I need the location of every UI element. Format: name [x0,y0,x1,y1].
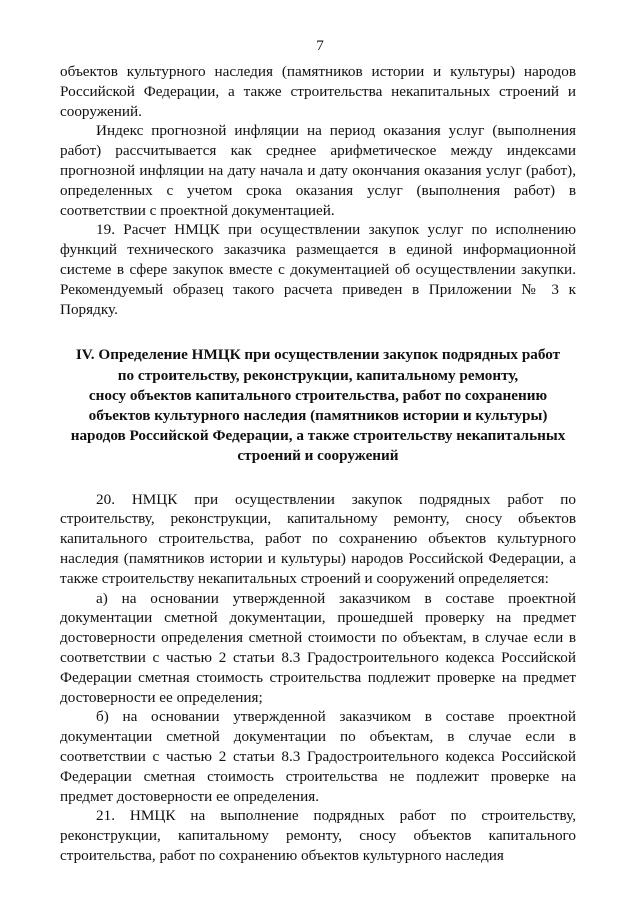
heading-line: народов Российской Федерации, а также строительству некапитальных [70,427,566,445]
paragraph-20b: б) на основании утвержденной заказчиком в составе проектной документации сметной документации по объектам, в случае если в соответствии с частью 2 статьи 8.3 Градостроительного кодекса Российской Федерации сметная стоимость строительства не подлежит проверке на предмет достоверности ее определения. [60,708,576,805]
heading-line: объектов культурного наследия (памятников истории и культуры) [88,406,548,424]
heading-line: строений и сооружений [237,447,399,465]
section-heading [60,345,576,466]
paragraph-20: 20. НМЦК при осуществлении закупок подрядных работ по строительству, реконструкции, капитальному ремонту, сносу объектов капитального строительства, работ по сохранению объектов культурного наследия (памятников истории и культуры) народов Российской Федерации, а также строительству некапитальных строений и сооружений определяется: [60,490,576,587]
paragraph-21: 21. НМЦК на выполнение подрядных работ по строительству, реконструкции, капитальному ремонту, сносу объектов капитального строительства, работ по сохранению объектов культурного наследия [60,807,576,864]
heading-line: IV. Определение НМЦК при осуществлении закупок подрядных работ [75,346,561,364]
heading-line: сносу объектов капитального строительства, работ по сохранению [88,386,548,404]
page-number: 7 [316,37,324,54]
document-body [60,62,576,866]
paragraph-19: 19. Расчет НМЦК при осуществлении закупок услуг по исполнению функций технического заказчика размещается в единой информационной системе в сфере закупок вместе с документацией об осуществлении закупки. Рекомендуемый образец такого расчета приведен в Приложении № 3 к Порядку. [60,221,576,318]
paragraph-inflation-index: Индекс прогнозной инфляции на период оказания услуг (выполнения работ) рассчитывается как среднее арифметическое между индексами прогнозной инфляции на дату начала и дату окончания оказания услуг (работ), определенных с учетом срока оказания услуг (выполнения работ) в соответствии с проектной документацией. [60,122,576,219]
heading-line: по строительству, реконструкции, капитальному ремонту, [117,366,519,384]
paragraph-continuation: объектов культурного наследия (памятников истории и культуры) народов Российской Федерации, а также строительства некапитальных строений и сооружений. [60,63,576,120]
paragraph-20a: а) на основании утвержденной заказчиком в составе проектной документации сметной документации, прошедшей проверку на предмет достоверности определения сметной стоимости по объектам, в случае если в соответствии с частью 2 статьи 8.3 Градостроительного кодекса Российской Федерации сметная стоимость строительства подлежит проверке на предмет достоверности ее определения; [60,589,576,706]
